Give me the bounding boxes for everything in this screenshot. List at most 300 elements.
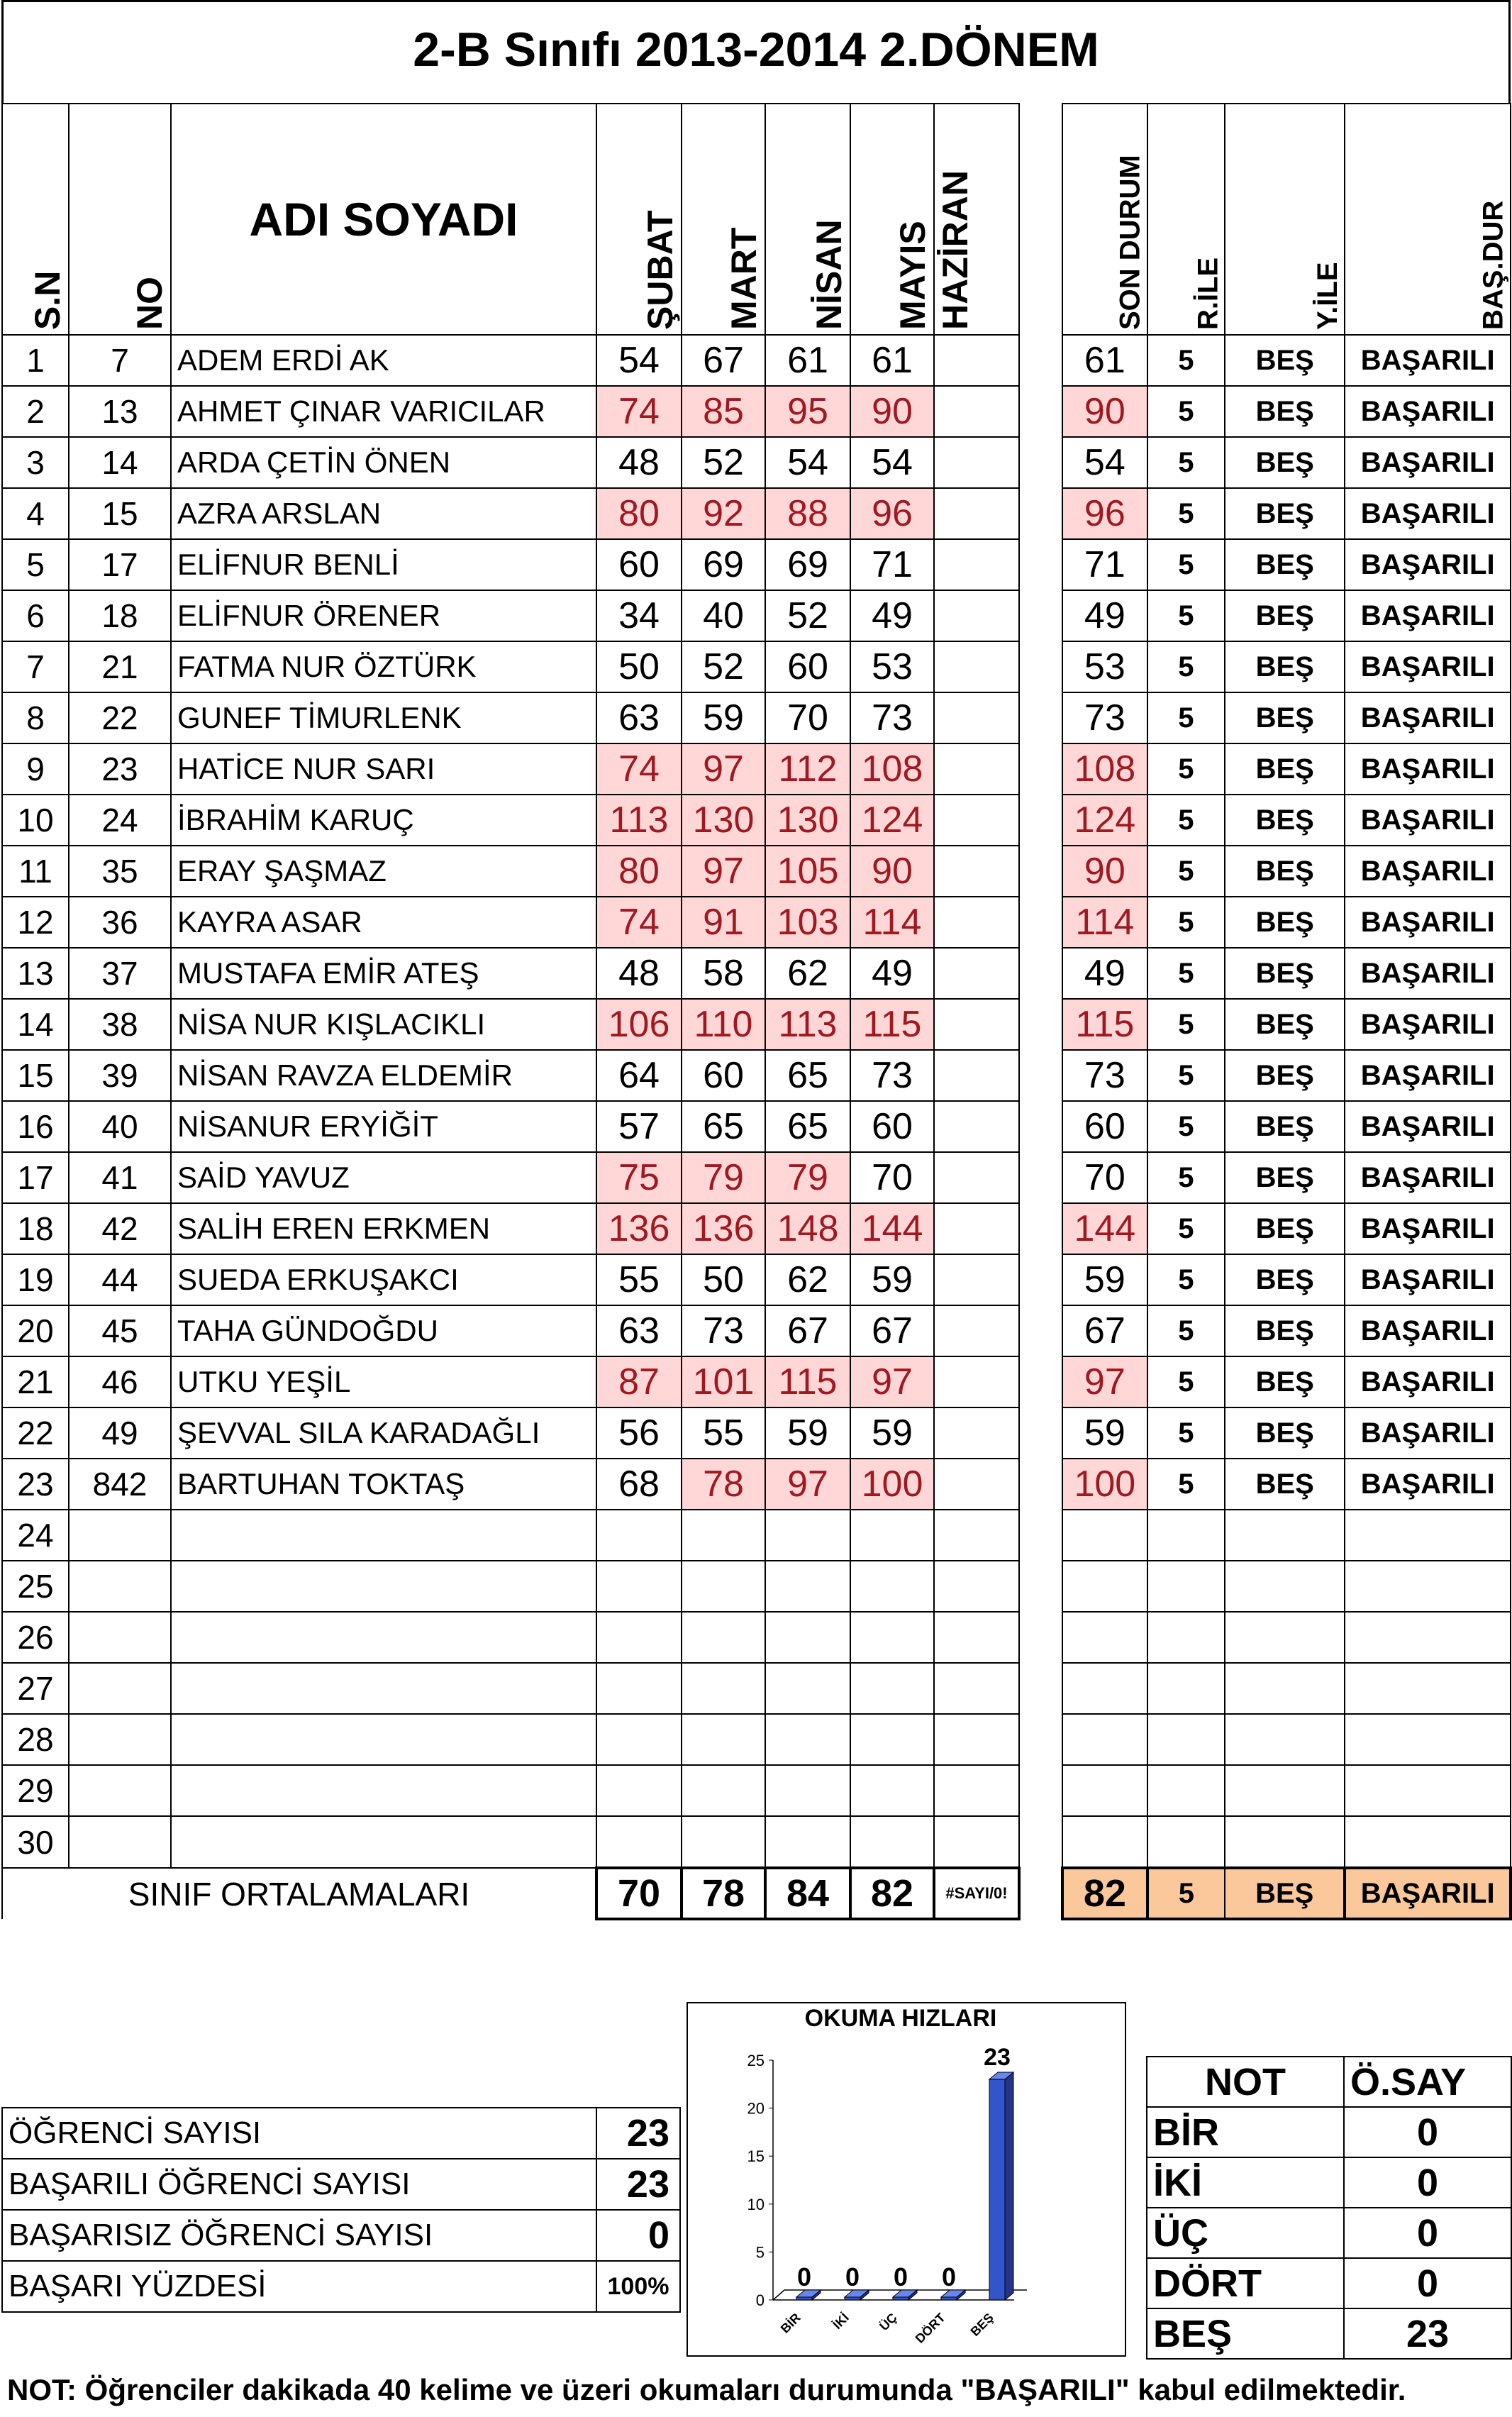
row-score: 69: [765, 539, 850, 590]
summary-value: 0: [596, 2210, 680, 2261]
row-score: 79: [682, 1152, 765, 1203]
grade-name: BEŞ: [1147, 2308, 1344, 2359]
row-y-ile: BEŞ: [1225, 335, 1345, 386]
table-row: [2, 641, 1019, 692]
empty-cell: [850, 1510, 934, 1561]
row-y-ile: BEŞ: [1225, 539, 1345, 590]
average-r-ile: 5: [1147, 1868, 1225, 1919]
row-score: 50: [596, 641, 682, 692]
grade-count: 0: [1344, 2107, 1511, 2157]
summary-value: 23: [596, 2108, 680, 2159]
row-name: SALİH EREN ERKMEN: [171, 1203, 596, 1254]
header-haziran-label: HAZİRAN: [935, 170, 975, 330]
row-score: 61: [765, 335, 850, 386]
row-son-durum: 49: [1062, 590, 1147, 641]
page-title: 2-B Sınıfı 2013-2014 2.DÖNEM: [413, 23, 1099, 77]
summary-label: BAŞARILI ÖĞRENCİ SAYISI: [2, 2159, 596, 2210]
row-score: 91: [682, 897, 765, 948]
result-row: [1062, 539, 1511, 590]
row-score: 71: [850, 539, 934, 590]
row-sn: 13: [2, 948, 69, 999]
row-no: 36: [69, 897, 171, 948]
row-sn: 11: [2, 846, 69, 897]
table-row-empty: [2, 1765, 1019, 1816]
row-score: [934, 897, 1019, 948]
row-score: 55: [682, 1407, 765, 1459]
empty-cell: [765, 1714, 850, 1765]
empty-cell: [682, 1714, 765, 1765]
row-bas-dur: BAŞARILI: [1345, 1407, 1511, 1459]
summary-label: BAŞARISIZ ÖĞRENCİ SAYISI: [2, 2210, 596, 2261]
average-y-ile: BEŞ: [1225, 1868, 1345, 1919]
empty-cell: [682, 1561, 765, 1612]
row-son-durum: 59: [1062, 1407, 1147, 1459]
row-sn: 9: [2, 743, 69, 795]
result-row: [1062, 590, 1511, 641]
row-name: ADEM ERDİ AK: [171, 335, 596, 386]
row-score: 59: [850, 1254, 934, 1305]
row-son-durum: 96: [1062, 488, 1147, 539]
row-no: 37: [69, 948, 171, 999]
table-row: [2, 1101, 1019, 1152]
row-score: 55: [596, 1254, 682, 1305]
row-score: 115: [765, 1356, 850, 1407]
result-row: [1062, 1050, 1511, 1101]
summary-table: [1, 2107, 681, 2313]
row-name: TAHA GÜNDOĞDU: [171, 1305, 596, 1356]
result-row: [1062, 999, 1511, 1050]
row-y-ile: BEŞ: [1225, 846, 1345, 897]
header-haziran: [934, 104, 1019, 335]
row-score: 64: [596, 1050, 682, 1101]
row-score: 88: [765, 488, 850, 539]
row-name: SAİD YAVUZ: [171, 1152, 596, 1203]
row-bas-dur: BAŞARILI: [1345, 1305, 1511, 1356]
row-no: 842: [69, 1459, 171, 1510]
row-score: 73: [850, 1050, 934, 1101]
empty-cell: [1147, 1612, 1225, 1663]
row-r-ile: 5: [1147, 1305, 1225, 1356]
x-tick-label: BEŞ: [967, 2310, 996, 2340]
row-score: 60: [765, 641, 850, 692]
empty-cell: [69, 1816, 171, 1868]
row-r-ile: 5: [1147, 1203, 1225, 1254]
row-name: FATMA NUR ÖZTÜRK: [171, 641, 596, 692]
row-r-ile: 5: [1147, 1254, 1225, 1305]
empty-cell: [1345, 1510, 1511, 1561]
x-tick-label: BİR: [777, 2310, 804, 2336]
row-score: 108: [850, 743, 934, 795]
grade-name: ÜÇ: [1147, 2208, 1344, 2258]
summary-row: [2, 2210, 680, 2261]
row-name: ŞEVVAL SILA KARADAĞLI: [171, 1407, 596, 1459]
row-bas-dur: BAŞARILI: [1345, 335, 1511, 386]
empty-cell: [1147, 1510, 1225, 1561]
row-bas-dur: BAŞARILI: [1345, 897, 1511, 948]
result-row: [1062, 335, 1511, 386]
empty-cell: [765, 1510, 850, 1561]
row-bas-dur: BAŞARILI: [1345, 846, 1511, 897]
table-row: [2, 1407, 1019, 1459]
header-mart: MART: [682, 104, 765, 335]
empty-cell: [69, 1612, 171, 1663]
row-no: 40: [69, 1101, 171, 1152]
result-row: [1062, 948, 1511, 999]
empty-cell: [934, 1816, 1019, 1868]
table-row: [2, 1305, 1019, 1356]
y-tick-label: 25: [747, 2052, 765, 2069]
empty-cell: [850, 1816, 934, 1868]
empty-cell: [1345, 1714, 1511, 1765]
row-score: [934, 386, 1019, 437]
row-name: AHMET ÇINAR VARICILAR: [171, 386, 596, 437]
row-score: [934, 1356, 1019, 1407]
row-bas-dur: BAŞARILI: [1345, 948, 1511, 999]
empty-cell: [596, 1765, 682, 1816]
result-row: [1062, 1305, 1511, 1356]
empty-cell: [171, 1612, 596, 1663]
table-row: [2, 590, 1019, 641]
row-sn: 14: [2, 999, 69, 1050]
empty-cell: [934, 1510, 1019, 1561]
row-score: 96: [850, 488, 934, 539]
table-row: [2, 1356, 1019, 1407]
row-score: 130: [682, 795, 765, 846]
row-r-ile: 5: [1147, 948, 1225, 999]
row-score: [934, 1459, 1019, 1510]
empty-cell: [850, 1714, 934, 1765]
y-tick-label: 0: [755, 2291, 765, 2309]
table-row: [2, 692, 1019, 743]
grade-count: 0: [1344, 2208, 1511, 2258]
row-bas-dur: BAŞARILI: [1345, 386, 1511, 437]
row-son-durum: 108: [1062, 743, 1147, 795]
row-score: 113: [596, 795, 682, 846]
table-row: [2, 846, 1019, 897]
row-no: 17: [69, 539, 171, 590]
average-month: 70: [596, 1868, 682, 1919]
empty-cell: [1225, 1714, 1345, 1765]
table-row: [2, 897, 1019, 948]
row-no: 49: [69, 1407, 171, 1459]
table-row: [2, 795, 1019, 846]
row-score: 63: [596, 1305, 682, 1356]
row-score: 80: [596, 488, 682, 539]
table-row: [2, 1203, 1019, 1254]
row-bas-dur: BAŞARILI: [1345, 590, 1511, 641]
empty-cell: [596, 1561, 682, 1612]
table-row: [2, 488, 1019, 539]
chart-svg: [688, 2003, 1125, 2355]
row-score: 70: [850, 1152, 934, 1203]
row-r-ile: 5: [1147, 590, 1225, 641]
average-month: 82: [850, 1868, 934, 1919]
row-score: 62: [765, 948, 850, 999]
row-score: 65: [765, 1050, 850, 1101]
row-score: 106: [596, 999, 682, 1050]
y-tick-label: 15: [747, 2147, 765, 2166]
row-sn: 15: [2, 1050, 69, 1101]
row-score: 97: [682, 743, 765, 795]
row-score: [934, 437, 1019, 488]
result-row-empty: [1062, 1561, 1511, 1612]
table-row: [2, 999, 1019, 1050]
row-score: 80: [596, 846, 682, 897]
row-y-ile: BEŞ: [1225, 1101, 1345, 1152]
row-sn: 1: [2, 335, 69, 386]
bar-data-label: 0: [941, 2262, 957, 2291]
row-bas-dur: BAŞARILI: [1345, 692, 1511, 743]
grade-header-count: Ö.SAY: [1344, 2057, 1511, 2107]
row-sn: 7: [2, 641, 69, 692]
row-score: [934, 335, 1019, 386]
row-score: 74: [596, 386, 682, 437]
row-score: [934, 743, 1019, 795]
row-score: 113: [765, 999, 850, 1050]
row-score: [934, 488, 1019, 539]
row-score: 97: [682, 846, 765, 897]
row-name: İBRAHİM KARUÇ: [171, 795, 596, 846]
row-sn: 6: [2, 590, 69, 641]
row-son-durum: 59: [1062, 1254, 1147, 1305]
empty-cell: [1062, 1765, 1147, 1816]
row-y-ile: BEŞ: [1225, 1254, 1345, 1305]
row-score: 100: [850, 1459, 934, 1510]
row-score: 112: [765, 743, 850, 795]
row-r-ile: 5: [1147, 897, 1225, 948]
row-r-ile: 5: [1147, 692, 1225, 743]
row-y-ile: BEŞ: [1225, 1152, 1345, 1203]
row-sn: 29: [2, 1765, 69, 1816]
row-score: 67: [765, 1305, 850, 1356]
row-score: 105: [765, 846, 850, 897]
row-name: ELİFNUR BENLİ: [171, 539, 596, 590]
result-row-empty: [1062, 1714, 1511, 1765]
row-no: 39: [69, 1050, 171, 1101]
row-name: BARTUHAN TOKTAŞ: [171, 1459, 596, 1510]
row-r-ile: 5: [1147, 1407, 1225, 1459]
summary-label: ÖĞRENCİ SAYISI: [2, 2108, 596, 2159]
reading-speed-chart: [686, 2002, 1126, 2357]
empty-cell: [1345, 1816, 1511, 1868]
table-row-empty: [2, 1612, 1019, 1663]
chart-title: OKUMA HIZLARI: [804, 2005, 997, 2032]
row-score: [934, 641, 1019, 692]
average-label: SINIF ORTALAMALARI: [2, 1868, 596, 1919]
empty-cell: [171, 1663, 596, 1714]
y-tick-label: 5: [755, 2243, 765, 2262]
average-month: #SAYI/0!: [934, 1868, 1019, 1919]
result-row: [1062, 1203, 1511, 1254]
row-r-ile: 5: [1147, 641, 1225, 692]
result-row: [1062, 743, 1511, 795]
row-bas-dur: BAŞARILI: [1345, 1203, 1511, 1254]
row-score: [934, 948, 1019, 999]
row-bas-dur: BAŞARILI: [1345, 437, 1511, 488]
bar-data-label: 0: [796, 2262, 812, 2291]
row-bas-dur: BAŞARILI: [1345, 641, 1511, 692]
table-row-empty: [2, 1663, 1019, 1714]
grade-header-row: [1147, 2057, 1511, 2107]
row-r-ile: 5: [1147, 999, 1225, 1050]
empty-cell: [1147, 1561, 1225, 1612]
header-sn: S.N: [2, 104, 69, 335]
row-score: [934, 1050, 1019, 1101]
empty-cell: [934, 1765, 1019, 1816]
row-r-ile: 5: [1147, 1459, 1225, 1510]
empty-cell: [765, 1663, 850, 1714]
result-row: [1062, 897, 1511, 948]
empty-cell: [1225, 1765, 1345, 1816]
result-row: [1062, 437, 1511, 488]
row-no: 7: [69, 335, 171, 386]
row-sn: 23: [2, 1459, 69, 1510]
row-y-ile: BEŞ: [1225, 437, 1345, 488]
result-row-empty: [1062, 1816, 1511, 1868]
summary-row: [2, 2159, 680, 2210]
empty-cell: [850, 1612, 934, 1663]
row-r-ile: 5: [1147, 846, 1225, 897]
empty-cell: [1147, 1663, 1225, 1714]
row-no: 18: [69, 590, 171, 641]
title-box: [1, 0, 1511, 103]
table-row: [2, 386, 1019, 437]
row-no: 42: [69, 1203, 171, 1254]
result-row: [1062, 386, 1511, 437]
row-r-ile: 5: [1147, 539, 1225, 590]
row-r-ile: 5: [1147, 1050, 1225, 1101]
result-row-empty: [1062, 1765, 1511, 1816]
empty-cell: [682, 1510, 765, 1561]
row-score: 54: [765, 437, 850, 488]
row-score: 110: [682, 999, 765, 1050]
row-name: ERAY ŞAŞMAZ: [171, 846, 596, 897]
empty-cell: [1147, 1714, 1225, 1765]
summary-row: [2, 2261, 680, 2312]
empty-cell: [934, 1612, 1019, 1663]
empty-cell: [171, 1816, 596, 1868]
row-sn: 22: [2, 1407, 69, 1459]
empty-cell: [1062, 1816, 1147, 1868]
row-y-ile: BEŞ: [1225, 743, 1345, 795]
row-score: 87: [596, 1356, 682, 1407]
row-score: 54: [850, 437, 934, 488]
row-bas-dur: BAŞARILI: [1345, 1356, 1511, 1407]
row-y-ile: BEŞ: [1225, 999, 1345, 1050]
row-score: 115: [850, 999, 934, 1050]
row-score: 78: [682, 1459, 765, 1510]
summary-label: BAŞARI YÜZDESİ: [2, 2261, 596, 2312]
row-score: 65: [682, 1101, 765, 1152]
grade-row: [1147, 2258, 1511, 2308]
header-no: NO: [69, 104, 171, 335]
row-no: 46: [69, 1356, 171, 1407]
row-score: [934, 1305, 1019, 1356]
row-sn: 25: [2, 1561, 69, 1612]
row-score: 48: [596, 437, 682, 488]
row-score: 65: [765, 1101, 850, 1152]
row-score: 70: [765, 692, 850, 743]
row-score: 50: [682, 1254, 765, 1305]
row-score: 54: [596, 335, 682, 386]
row-no: 13: [69, 386, 171, 437]
grade-count: 0: [1344, 2157, 1511, 2208]
row-no: 24: [69, 795, 171, 846]
empty-cell: [934, 1561, 1019, 1612]
empty-cell: [1345, 1612, 1511, 1663]
grade-name: İKİ: [1147, 2157, 1344, 2208]
average-row: [2, 1868, 1019, 1919]
empty-cell: [1345, 1663, 1511, 1714]
row-score: 144: [850, 1203, 934, 1254]
result-row: [1062, 1152, 1511, 1203]
y-tick-label: 10: [747, 2195, 765, 2213]
header-nisan: NİSAN: [765, 104, 850, 335]
row-score: [934, 692, 1019, 743]
grade-row: [1147, 2157, 1511, 2208]
result-row: [1062, 641, 1511, 692]
row-bas-dur: BAŞARILI: [1345, 1254, 1511, 1305]
row-sn: 30: [2, 1816, 69, 1868]
header-y-ile: Y.İLE: [1225, 104, 1345, 335]
table-row-empty: [2, 1816, 1019, 1868]
row-son-durum: 60: [1062, 1101, 1147, 1152]
grade-header-note: NOT: [1147, 2057, 1344, 2107]
row-son-durum: 67: [1062, 1305, 1147, 1356]
row-y-ile: BEŞ: [1225, 641, 1345, 692]
empty-cell: [682, 1612, 765, 1663]
grade-count-table: [1146, 2056, 1512, 2360]
table-row: [2, 1254, 1019, 1305]
row-sn: 26: [2, 1612, 69, 1663]
row-no: 21: [69, 641, 171, 692]
row-y-ile: BEŞ: [1225, 692, 1345, 743]
row-bas-dur: BAŞARILI: [1345, 539, 1511, 590]
row-score: 74: [596, 743, 682, 795]
row-sn: 17: [2, 1152, 69, 1203]
empty-cell: [850, 1663, 934, 1714]
row-no: 15: [69, 488, 171, 539]
row-bas-dur: BAŞARILI: [1345, 999, 1511, 1050]
result-row: [1062, 488, 1511, 539]
row-score: 67: [850, 1305, 934, 1356]
row-score: 49: [850, 590, 934, 641]
empty-cell: [682, 1765, 765, 1816]
empty-cell: [1062, 1663, 1147, 1714]
row-son-durum: 54: [1062, 437, 1147, 488]
empty-cell: [1062, 1561, 1147, 1612]
row-name: NİSANUR ERYİĞİT: [171, 1101, 596, 1152]
row-score: 73: [682, 1305, 765, 1356]
table-row: [2, 1050, 1019, 1101]
row-son-durum: 144: [1062, 1203, 1147, 1254]
grade-row: [1147, 2107, 1511, 2157]
row-score: 101: [682, 1356, 765, 1407]
row-no: 35: [69, 846, 171, 897]
bar-data-label: 0: [845, 2262, 860, 2291]
row-score: 103: [765, 897, 850, 948]
row-score: 79: [765, 1152, 850, 1203]
row-score: 57: [596, 1101, 682, 1152]
row-score: 56: [596, 1407, 682, 1459]
row-score: 95: [765, 386, 850, 437]
row-son-durum: 61: [1062, 335, 1147, 386]
header-subat: ŞUBAT: [596, 104, 682, 335]
empty-cell: [682, 1663, 765, 1714]
row-y-ile: BEŞ: [1225, 1407, 1345, 1459]
header-bas-dur: BAŞ.DUR: [1345, 104, 1511, 335]
bar: [893, 2297, 908, 2300]
